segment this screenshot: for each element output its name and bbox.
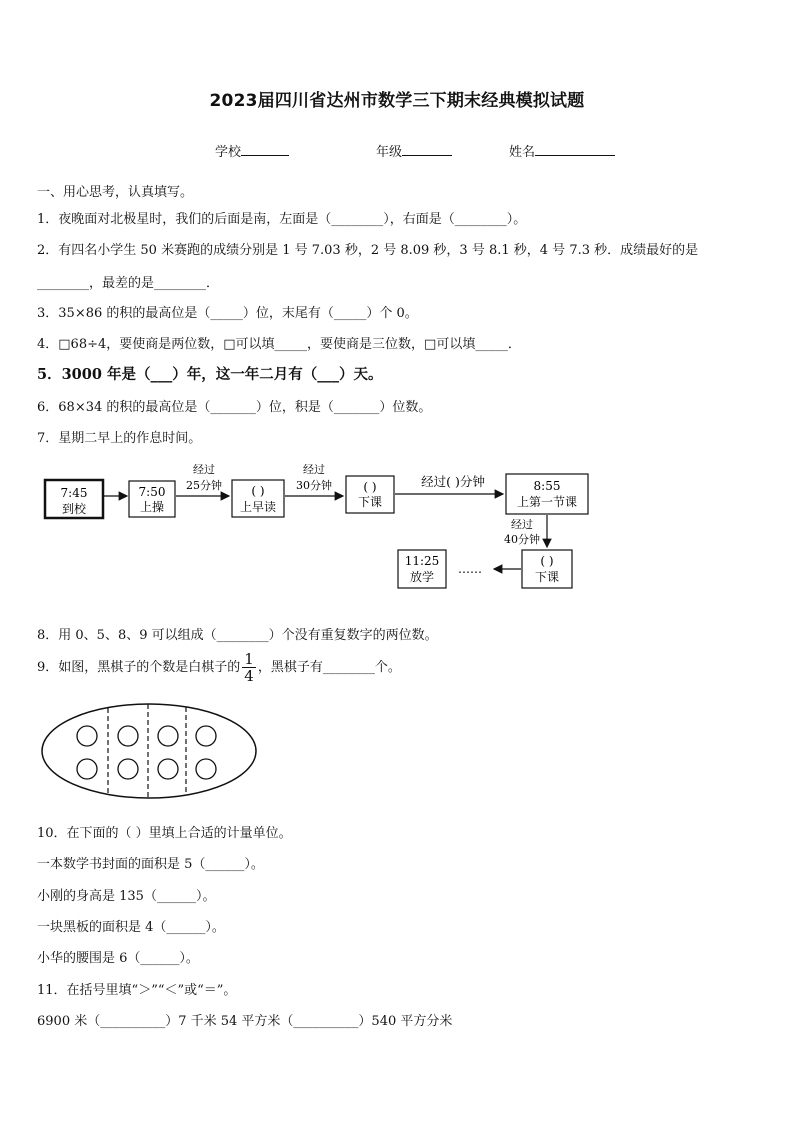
- chess-piece: [118, 726, 138, 746]
- question-8: 8．用 0、5、8、9 可以组成（________）个没有重复数字的两位数。: [37, 628, 438, 643]
- schedule-flowchart: [0, 455, 794, 595]
- name-blank[interactable]: [535, 142, 615, 156]
- chess-piece: [77, 759, 97, 779]
- question-10a: 一本数学书封面的面积是 5（______）。: [37, 857, 264, 872]
- question-11a: 6900 米（__________）7 千米 54 平方米（__________）540 平方分米: [37, 1014, 453, 1029]
- schoolout-time: 11:25: [404, 554, 440, 568]
- question-7: 7．星期二早上的作息时间。: [37, 431, 202, 446]
- question-9: [37, 650, 401, 686]
- fraction: [242, 651, 256, 684]
- chess-piece: [77, 726, 97, 746]
- step2-bottom: 30分钟: [296, 479, 332, 492]
- chess-piece: [158, 726, 178, 746]
- grade-field: [376, 141, 452, 160]
- reading-label: 上早读: [239, 500, 277, 514]
- question-10d: 小华的腰围是 6（______）。: [37, 951, 199, 966]
- ellipsis: ……: [458, 562, 482, 576]
- question-10b: 小刚的身高是 135（______）。: [37, 889, 216, 904]
- fraction-denominator: 4: [244, 667, 254, 685]
- step1-bottom: 25分钟: [186, 479, 222, 492]
- exercise-label: 上操: [139, 500, 165, 514]
- endread-label: 下课: [357, 495, 383, 509]
- step1-top: 经过: [193, 463, 215, 476]
- name-label: 姓名: [509, 145, 536, 160]
- fraction-numerator: 1: [244, 650, 254, 668]
- name-field: [509, 141, 615, 160]
- schoolout-label: 放学: [409, 570, 435, 584]
- firstclass-time: 8:55: [533, 479, 561, 493]
- question-1: 1．夜晚面对北极星时，我们的后面是南，左面是（________），右面是（________）。: [37, 212, 527, 227]
- school-blank[interactable]: [241, 142, 289, 156]
- question-10: 10．在下面的（ ）里填上合适的计量单位。: [37, 826, 292, 841]
- question-9-prefix: 9．如图，黑棋子的个数是白棋子的: [37, 660, 241, 675]
- question-2-line2: ________，最差的是________．: [37, 276, 220, 291]
- question-3: 3．35×86 的积的最高位是（_____）位，末尾有（_____）个 0。: [37, 306, 418, 321]
- question-10c: 一块黑板的面积是 4（______）。: [37, 920, 225, 935]
- oval-outline: [42, 704, 256, 798]
- grade-blank[interactable]: [402, 142, 452, 156]
- page-title: 2023届四川省达州市数学三下期末经典模拟试题: [209, 91, 585, 111]
- step4-bottom: 40分钟: [504, 533, 540, 546]
- school-field: [215, 141, 289, 160]
- question-2-line1: 2．有四名小学生 50 米赛跑的成绩分别是 1 号 7.03 秒，2 号 8.09 秒，3 号 8.1 秒，4 号 7.3 秒．成绩最好的是: [37, 243, 699, 258]
- step3-label: 经过( )分钟: [421, 474, 485, 489]
- arrive-time: 7:45: [60, 486, 88, 500]
- endclass-label: 下课: [534, 570, 560, 584]
- chess-piece: [196, 759, 216, 779]
- step4-top: 经过: [511, 518, 533, 531]
- chess-piece: [158, 759, 178, 779]
- school-label: 学校: [215, 145, 242, 160]
- chess-piece: [196, 726, 216, 746]
- arrive-label: 到校: [61, 502, 87, 516]
- chess-piece: [118, 759, 138, 779]
- question-9-suffix: ，黑棋子有________个。: [257, 660, 401, 675]
- endread-time: ( ): [363, 480, 377, 494]
- chess-pieces-diagram: [38, 700, 260, 802]
- question-4: 4．□68÷4，要使商是两位数，□可以填_____，要使商是三位数，□可以填_____．: [37, 337, 521, 352]
- exercise-time: 7:50: [138, 485, 166, 499]
- section-heading: 一、用心思考，认真填写。: [37, 185, 194, 200]
- step2-top: 经过: [303, 463, 325, 476]
- endclass-time: ( ): [540, 554, 554, 568]
- question-6: 6．68×34 的积的最高位是（_______）位，积是（_______）位数。: [37, 400, 432, 415]
- question-11: 11．在括号里填“＞”“＜”或“＝”。: [37, 983, 237, 998]
- question-5: 5．3000 年是（___）年，这一年二月有（___）天。: [37, 366, 383, 383]
- reading-time: ( ): [251, 484, 265, 498]
- grade-label: 年级: [376, 145, 403, 160]
- firstclass-label: 上第一节课: [516, 495, 578, 509]
